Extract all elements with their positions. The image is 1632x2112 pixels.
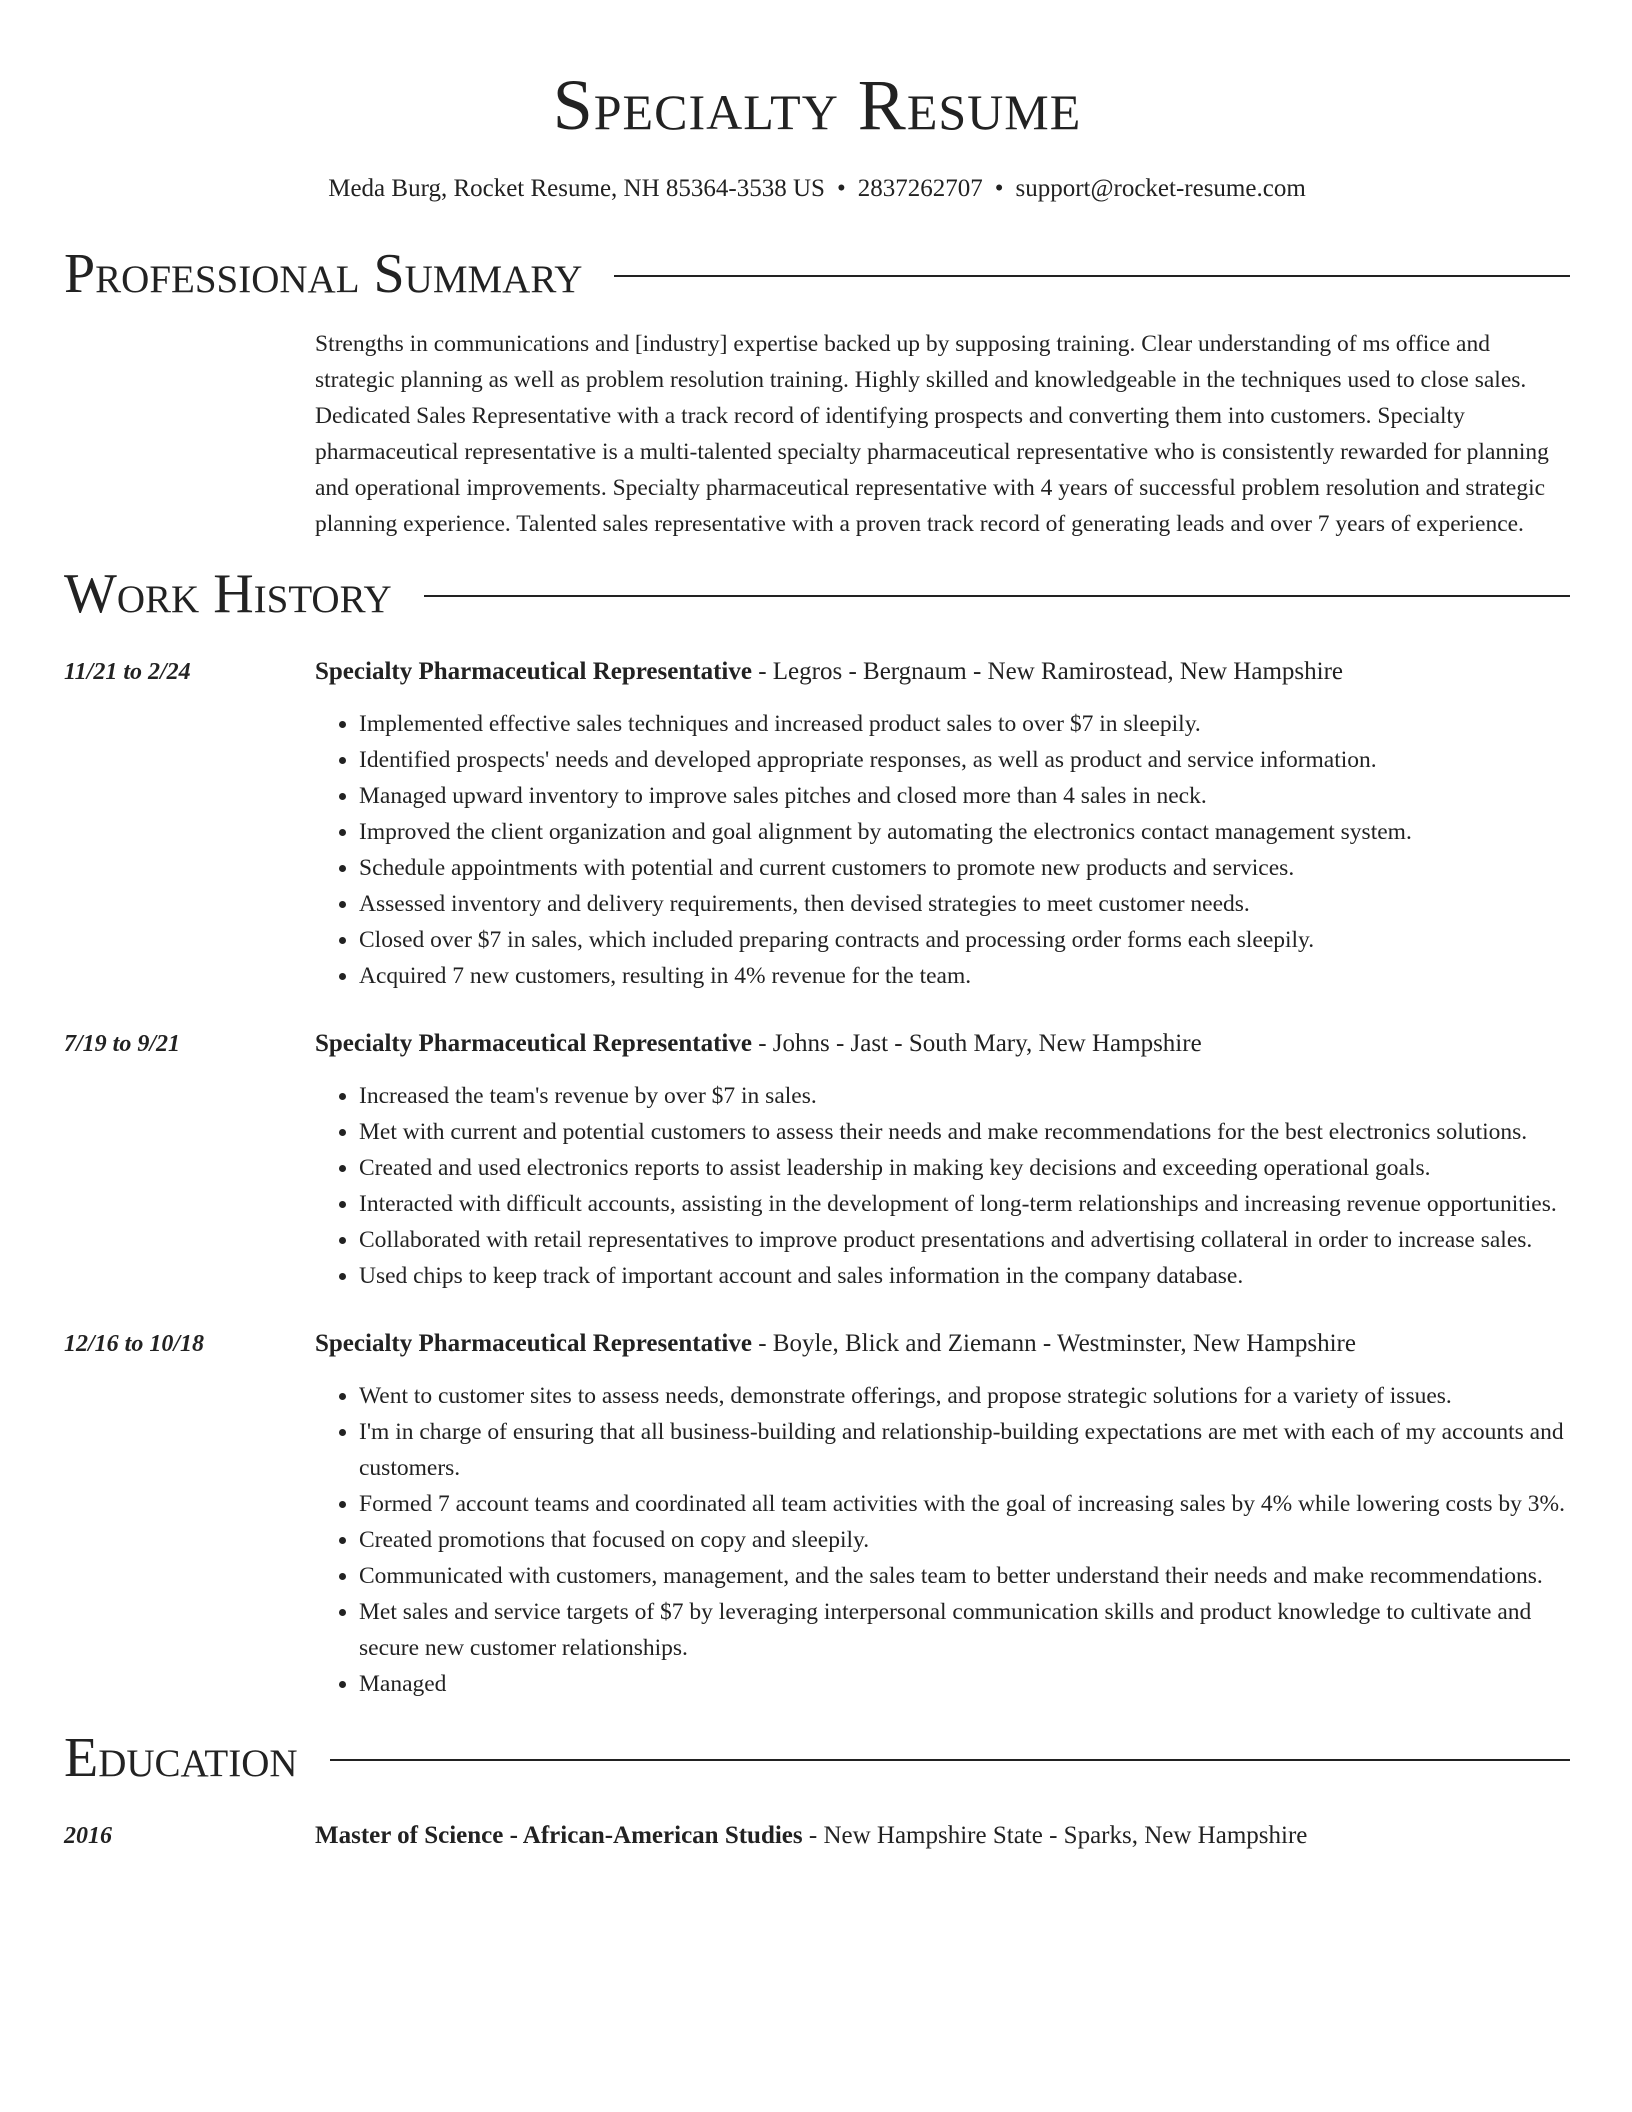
job-entry: [64, 1026, 1570, 1294]
job-bullet: • Went to customer sites to assess needs, demonstrate offerings, and propose strategic solutions for a variety of issues.: [359, 1378, 1570, 1414]
summary-text: Strengths in communications and [industry] expertise backed up by supposing training. Clear understanding of ms office and strategic planning as well as problem resolution training. Highly skilled and knowledgeable in the techniques used to close sales. Dedicated Sales Representative with a track record of identifying prospects and converting them into customers. Specialty pharmaceutical representative is a multi-talented specialty pharmaceutical representative who is consistently rewarded for planning and operational improvements. Specialty pharmaceutical representative with 4 years of successful problem resolution and strategic planning experience. Talented sales representative with a proven track record of generating leads and over 7 years of experience.: [315, 331, 1549, 537]
job-bullet: • Managed: [359, 1666, 1570, 1702]
education-year: 2016: [64, 1823, 112, 1849]
job-bullets: [315, 1378, 1570, 1702]
job-title: Specialty Pharmaceutical Representative: [315, 1330, 752, 1357]
education-degree: Master of Science - African-American Studies: [315, 1822, 803, 1849]
job-bullet: • Managed upward inventory to improve sales pitches and closed more than 4 sales in neck.: [359, 778, 1570, 814]
job-bullet: • Communicated with customers, management, and the sales team to better understand their needs and make recommendations.: [359, 1558, 1570, 1594]
job-dates: 12/16 to 10/18: [64, 1331, 205, 1357]
job-title: Specialty Pharmaceutical Representative: [315, 1030, 752, 1057]
education-heading: Education: [64, 1727, 298, 1789]
job-bullet: • Formed 7 account teams and coordinated all team activities with the goal of increasing sales by 4% while lowering costs by 3%.: [359, 1486, 1570, 1522]
job-content: [315, 654, 1570, 994]
education-entry: [64, 1818, 1570, 1854]
job-details: - Legros - Bergnaum - New Ramirostead, New Hampshire: [751, 658, 1343, 685]
job-bullet: • Created and used electronics reports to assist leadership in making key decisions and exceeding operational goals.: [359, 1150, 1570, 1186]
contact-separator: •: [836, 175, 846, 202]
job-bullet: • Interacted with difficult accounts, assisting in the development of long-term relationships and increasing revenue opportunities.: [359, 1186, 1570, 1222]
education-section-header: [64, 1728, 1570, 1788]
job-bullets: [315, 706, 1570, 994]
contact-separator: •: [994, 175, 1004, 202]
education-content: [315, 1818, 1570, 1854]
job-bullet: • Acquired 7 new customers, resulting in 4% revenue for the team.: [359, 958, 1570, 994]
section-divider: [424, 595, 1570, 597]
job-dates: 11/21 to 2/24: [64, 659, 191, 685]
job-bullet: • Schedule appointments with potential and current customers to promote new products and services.: [359, 850, 1570, 886]
job-bullet: • Met with current and potential customers to assess their needs and make recommendations for the best electronics solutions.: [359, 1114, 1570, 1150]
job-bullet: • Collaborated with retail representatives to improve product presentations and advertising collateral in order to increase sales.: [359, 1222, 1570, 1258]
job-bullet: • Used chips to keep track of important account and sales information in the company database.: [359, 1258, 1570, 1294]
job-header: [315, 1326, 1570, 1362]
job-entry: [64, 1326, 1570, 1702]
job-bullet: • Created promotions that focused on copy and sleepily.: [359, 1522, 1570, 1558]
job-details: - Johns - Jast - South Mary, New Hampshire: [751, 1030, 1202, 1057]
job-header: [315, 654, 1570, 690]
section-divider: [614, 275, 1570, 277]
section-divider: [330, 1759, 1570, 1761]
summary-heading: Professional Summary: [64, 243, 583, 305]
summary-section-header: [64, 244, 1570, 304]
work-heading: Work History: [64, 563, 392, 625]
job-content: [315, 1026, 1570, 1294]
job-content: [315, 1326, 1570, 1702]
job-bullets: [315, 1078, 1570, 1294]
job-bullet: • Met sales and service targets of $7 by leveraging interpersonal communication skills and product knowledge to cultivate and secure new customer relationships.: [359, 1594, 1570, 1666]
work-list: [64, 654, 1570, 1702]
job-bullet: • Improved the client organization and goal alignment by automating the electronics contact management system.: [359, 814, 1570, 850]
contact-email: support@rocket-resume.com: [1015, 175, 1306, 202]
job-header: [315, 1026, 1570, 1062]
contact-phone: 2837262707: [857, 175, 983, 202]
contact-line: [64, 172, 1570, 206]
job-title: Specialty Pharmaceutical Representative: [315, 658, 752, 685]
contact-address: Meda Burg, Rocket Resume, NH 85364-3538 US: [328, 175, 825, 202]
job-bullet: • Increased the team's revenue by over $7 in sales.: [359, 1078, 1570, 1114]
job-entry: [64, 654, 1570, 994]
resume-name: Specialty Resume: [552, 65, 1082, 145]
job-bullet: • Assessed inventory and delivery requirements, then devised strategies to meet customer needs.: [359, 886, 1570, 922]
job-bullet: • Implemented effective sales techniques and increased product sales to over $7 in sleepily.: [359, 706, 1570, 742]
job-details: - Boyle, Blick and Ziemann - Westminster, New Hampshire: [751, 1330, 1356, 1357]
job-bullet: • I'm in charge of ensuring that all business-building and relationship-building expectations are met with each of my accounts and customers.: [359, 1414, 1570, 1486]
job-bullet: • Identified prospects' needs and developed appropriate responses, as well as product and service information.: [359, 742, 1570, 778]
education-details: - New Hampshire State - Sparks, New Hampshire: [802, 1822, 1308, 1849]
job-bullet: • Closed over $7 in sales, which included preparing contracts and processing order forms each sleepily.: [359, 922, 1570, 958]
job-dates: 7/19 to 9/21: [64, 1031, 181, 1057]
work-section-header: [64, 564, 1570, 624]
